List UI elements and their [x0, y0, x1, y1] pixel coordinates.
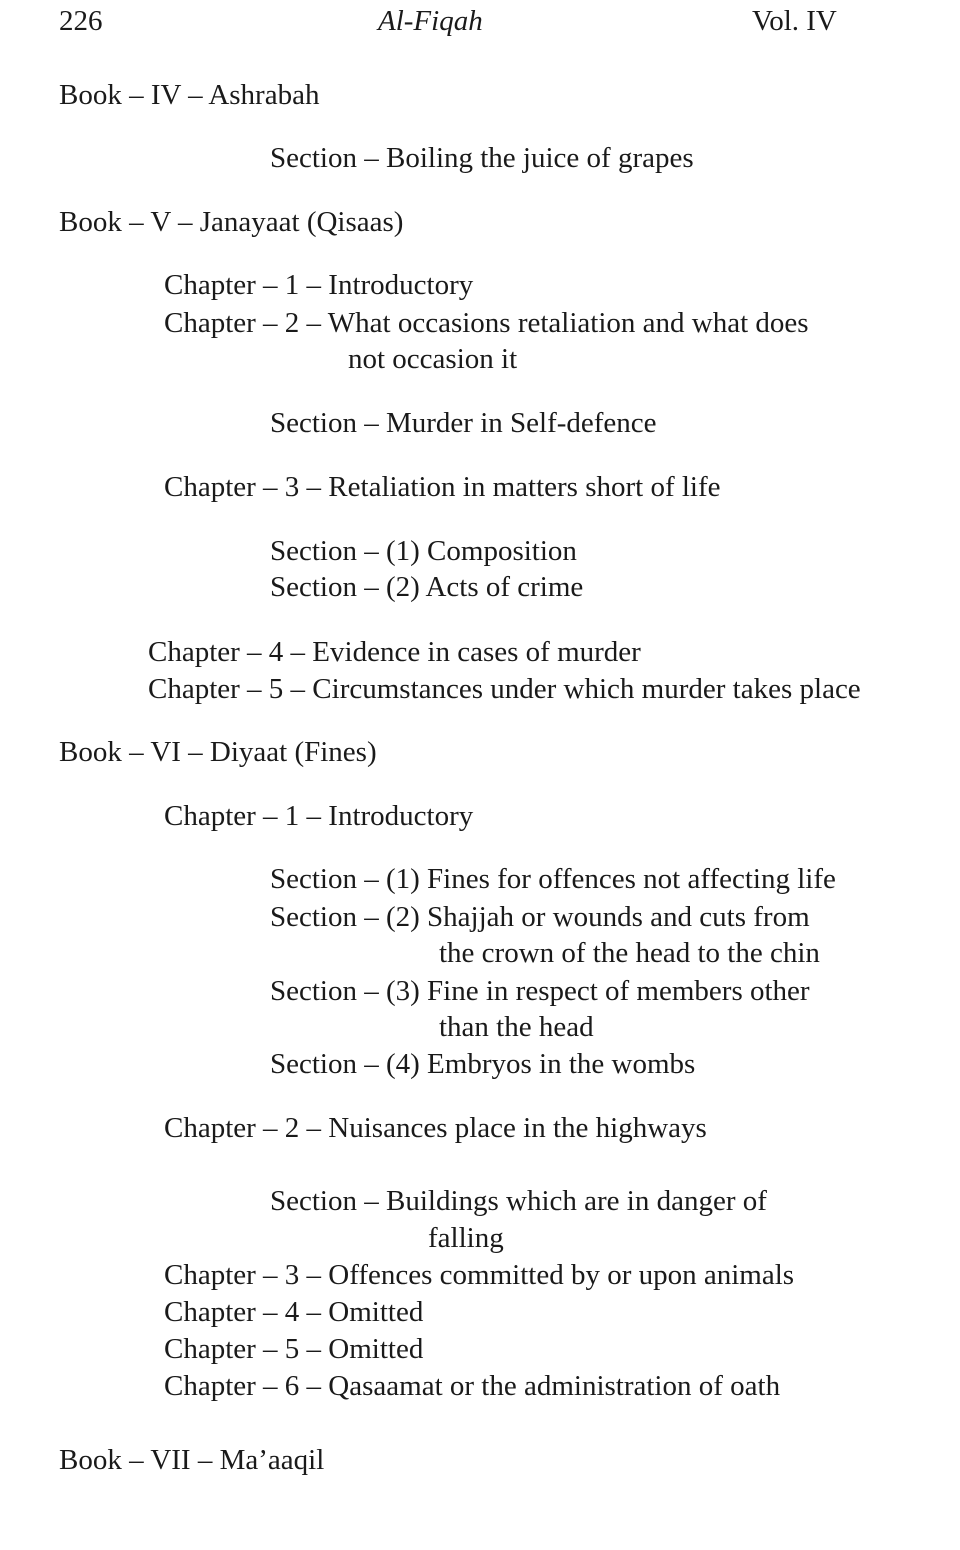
- chapter-line: Chapter – 1 – Introductory: [164, 800, 474, 832]
- section-line: Section – (1) Composition: [270, 535, 577, 567]
- chapter-line: Chapter – 5 – Circumstances under which murder takes place: [148, 673, 861, 705]
- section-line-continued: the crown of the head to the chin: [439, 937, 820, 969]
- chapter-line: Chapter – 3 – Offences committed by or upon animals: [164, 1259, 795, 1291]
- book-heading: Book – V – Janayaat (Qisaas): [59, 206, 404, 238]
- chapter-line: Chapter – 5 – Omitted: [164, 1333, 424, 1365]
- book-heading: Book – IV – Ashrabah: [59, 79, 320, 111]
- section-line: Section – (3) Fine in respect of members other: [270, 975, 810, 1007]
- chapter-line: Chapter – 4 – Omitted: [164, 1296, 424, 1328]
- section-line: Section – (2) Acts of crime: [270, 571, 584, 603]
- section-line: Section – Buildings which are in danger of: [270, 1185, 767, 1217]
- section-line: Section – (4) Embryos in the wombs: [270, 1048, 696, 1080]
- running-title: Al-Fiqah: [378, 5, 483, 37]
- chapter-line: Chapter – 3 – Retaliation in matters short of life: [164, 471, 721, 503]
- chapter-line: Chapter – 2 – What occasions retaliation and what does: [164, 307, 809, 339]
- chapter-line: Chapter – 1 – Introductory: [164, 269, 474, 301]
- section-line: Section – (1) Fines for offences not affecting life: [270, 863, 836, 895]
- section-line: Section – Boiling the juice of grapes: [270, 142, 694, 174]
- section-line: Section – Murder in Self-defence: [270, 407, 657, 439]
- chapter-line-continued: not occasion it: [348, 343, 518, 375]
- chapter-line: Chapter – 6 – Qasaamat or the administration of oath: [164, 1370, 781, 1402]
- chapter-line: Chapter – 4 – Evidence in cases of murder: [148, 636, 641, 668]
- book-heading: Book – VII – Ma’aaqil: [59, 1444, 325, 1476]
- book-heading: Book – VI – Diyaat (Fines): [59, 736, 377, 768]
- chapter-line: Chapter – 2 – Nuisances place in the highways: [164, 1112, 707, 1144]
- section-line-continued: falling: [428, 1222, 504, 1254]
- volume-label: Vol. IV: [752, 5, 837, 37]
- section-line-continued: than the head: [439, 1011, 594, 1043]
- page-number: 226: [59, 5, 103, 37]
- section-line: Section – (2) Shajjah or wounds and cuts from: [270, 901, 810, 933]
